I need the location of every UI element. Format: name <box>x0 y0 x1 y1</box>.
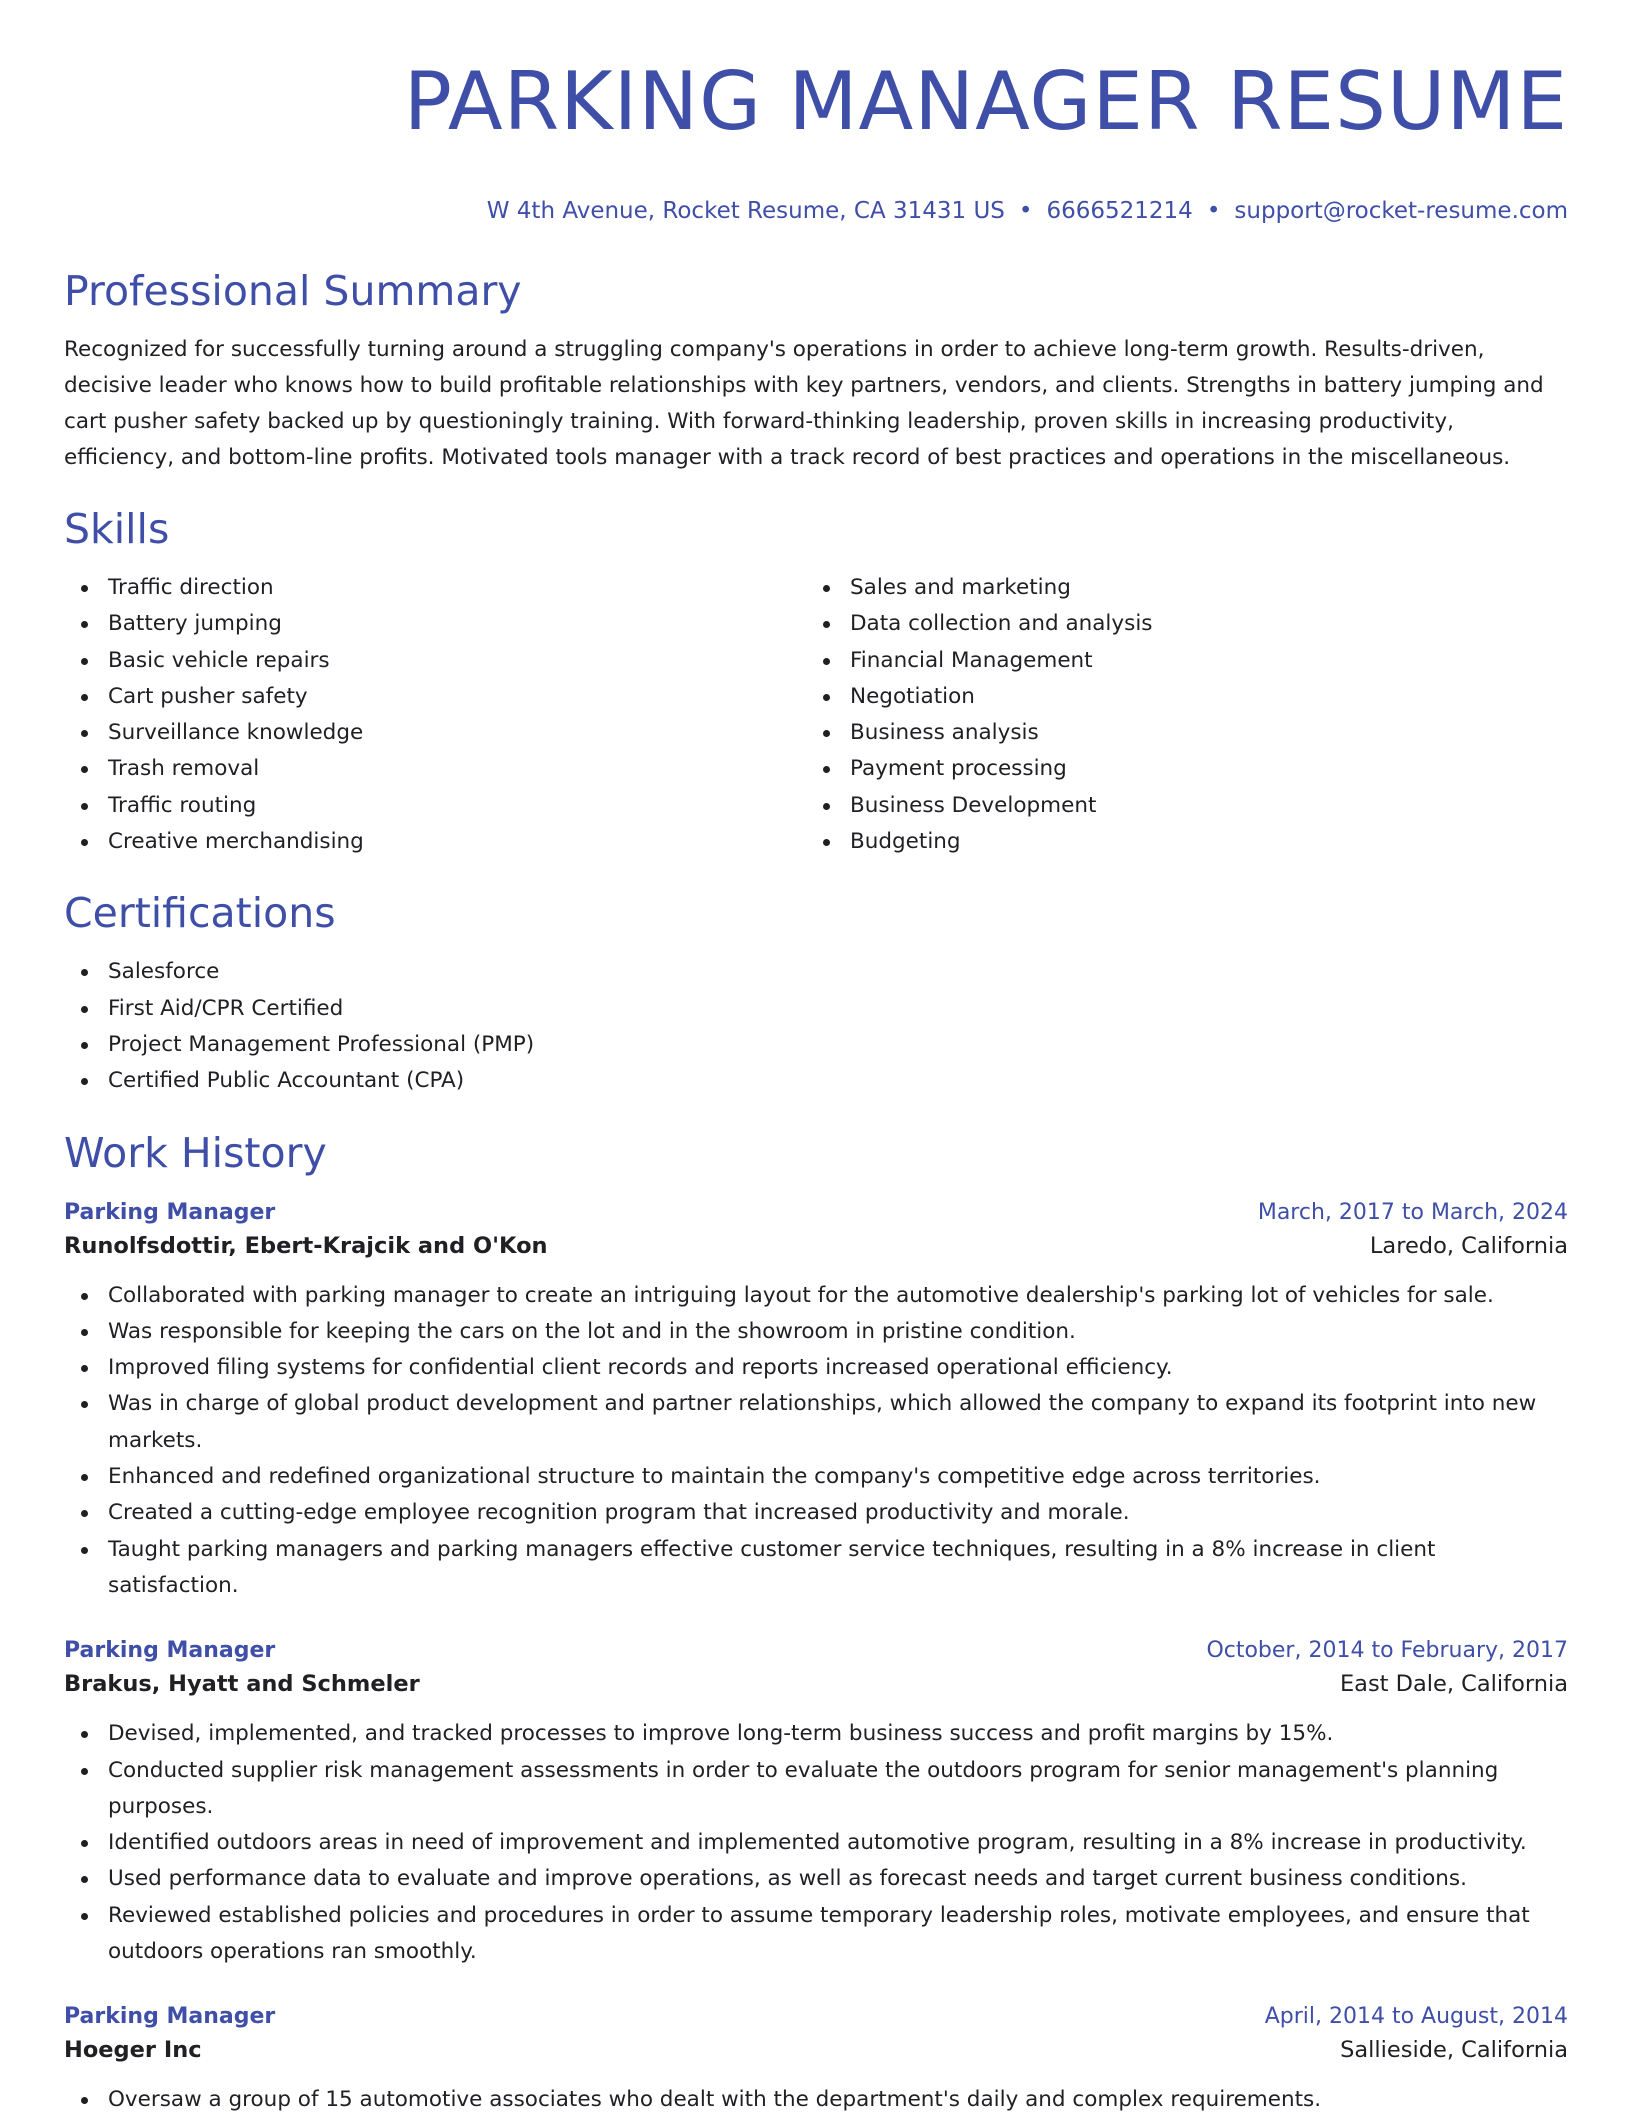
job-title: Parking Manager <box>64 1199 276 1225</box>
job-bullets <box>64 1716 1568 1970</box>
job-bullet: Devised, implemented, and tracked processes to improve long-term business success and profit margins by 15%. <box>64 1716 1568 1752</box>
skill-item: Basic vehicle repairs <box>64 643 806 679</box>
skills-heading: Skills <box>64 505 170 553</box>
skills-left-list <box>64 570 806 860</box>
certification-item: Certified Public Accountant (CPA) <box>64 1063 1568 1099</box>
job-bullet: Improved filing systems for confidential client records and reports increased operational efficiency. <box>64 1350 1568 1386</box>
contact-separator: • <box>1018 198 1033 224</box>
job-company: Brakus, Hyatt and Schmeler <box>64 1671 420 1698</box>
contact-address: W 4th Avenue, Rocket Resume, CA 31431 US <box>486 198 1005 224</box>
job-entry <box>64 1636 1568 1970</box>
skill-item: Data collection and analysis <box>806 606 1568 642</box>
contact-separator: • <box>1206 198 1221 224</box>
job-bullet: Conducted supplier risk management assessments in order to evaluate the outdoors program for senior management's planning purposes. <box>64 1753 1568 1826</box>
certification-item: Project Management Professional (PMP) <box>64 1027 1568 1063</box>
job-header-row <box>64 2002 1568 2032</box>
job-company-row <box>64 2032 1568 2068</box>
certifications-heading: Certifications <box>64 889 336 938</box>
job-bullets <box>64 2082 1568 2118</box>
skill-item: Battery jumping <box>64 606 806 642</box>
job-dates: April, 2014 to August, 2014 <box>1264 2004 1568 2030</box>
job-company-row <box>64 1666 1568 1702</box>
job-bullet: Used performance data to evaluate and improve operations, as well as forecast needs and target current business conditions. <box>64 1861 1568 1897</box>
job-title: Parking Manager <box>64 1638 276 1664</box>
job-title: Parking Manager <box>64 2004 276 2030</box>
job-bullet: Was responsible for keeping the cars on the lot and in the showroom in pristine condition. <box>64 1314 1568 1350</box>
job-bullet: Taught parking managers and parking managers effective customer service techniques, resulting in a 8% increase in client satisfaction. <box>64 1532 1568 1605</box>
skill-item: Budgeting <box>806 824 1568 860</box>
skills-right-list <box>806 570 1568 860</box>
job-header-row <box>64 1198 1568 1228</box>
skills-grid <box>64 570 1568 860</box>
job-location: Sallieside, California <box>1340 2037 1568 2064</box>
certification-item: First Aid/CPR Certified <box>64 991 1568 1027</box>
job-bullet: Was in charge of global product development and partner relationships, which allowed the company to expand its footprint into new markets. <box>64 1386 1568 1459</box>
resume-title: PARKING MANAGER RESUME <box>403 55 1568 148</box>
job-bullet: Created a cutting-edge employee recognition program that increased productivity and morale. <box>64 1495 1568 1531</box>
job-bullet: Identified outdoors areas in need of improvement and implemented automotive program, resulting in a 8% increase in productivity. <box>64 1825 1568 1861</box>
job-location: East Dale, California <box>1339 1671 1568 1698</box>
job-header-row <box>64 1636 1568 1666</box>
job-bullet: Oversaw a group of 15 automotive associates who dealt with the department's daily and complex requirements. <box>64 2082 1568 2118</box>
job-bullet: Reviewed established policies and procedures in order to assume temporary leadership roles, motivate employees, and ensure that outdoors operations ran smoothly. <box>64 1898 1568 1971</box>
skill-item: Negotiation <box>806 679 1568 715</box>
skill-item: Cart pusher safety <box>64 679 806 715</box>
job-bullet: Enhanced and redefined organizational structure to maintain the company's competitive edge across territories. <box>64 1459 1568 1495</box>
job-entry <box>64 2002 1568 2118</box>
skill-item: Sales and marketing <box>806 570 1568 606</box>
job-bullet: Collaborated with parking manager to create an intriguing layout for the automotive dealership's parking lot of vehicles for sale. <box>64 1278 1568 1314</box>
job-dates: March, 2017 to March, 2024 <box>1257 1199 1568 1225</box>
contact-line <box>64 196 1568 226</box>
certification-item: Salesforce <box>64 954 1568 990</box>
work-history-heading: Work History <box>64 1128 327 1177</box>
certifications-list <box>64 954 1568 1099</box>
job-entry <box>64 1198 1568 1605</box>
summary-text: Recognized for successfully turning around a struggling company's operations in order to achieve long-term growth. Results-driven, decisive leader who knows how to build profitable relationships with key partners, vendors, and clients. Strengths in battery jumping and cart pusher safety backed up by questioningly training. With forward-thinking leadership, proven skills in increasing productivity, efficiency, and bottom-line profits. Motivated tools manager with a track record of best practices and operations in the miscellaneous. <box>64 337 1544 470</box>
skill-item: Financial Management <box>806 643 1568 679</box>
contact-phone: 6666521214 <box>1046 198 1193 224</box>
contact-email[interactable]: support@rocket-resume.com <box>1234 198 1568 224</box>
skill-item: Creative merchandising <box>64 824 806 860</box>
skill-item: Surveillance knowledge <box>64 715 806 751</box>
skill-item: Trash removal <box>64 751 806 787</box>
job-dates: October, 2014 to February, 2017 <box>1206 1638 1568 1664</box>
job-bullets <box>64 1278 1568 1605</box>
summary-heading: Professional Summary <box>64 267 522 315</box>
job-location: Laredo, California <box>1369 1232 1568 1259</box>
skill-item: Payment processing <box>806 751 1568 787</box>
job-company: Hoeger Inc <box>64 2037 202 2064</box>
skill-item: Business analysis <box>806 715 1568 751</box>
skill-item: Business Development <box>806 788 1568 824</box>
skill-item: Traffic routing <box>64 788 806 824</box>
job-company-row <box>64 1228 1568 1264</box>
skill-item: Traffic direction <box>64 570 806 606</box>
job-company: Runolfsdottir, Ebert-Krajcik and O'Kon <box>64 1232 548 1259</box>
